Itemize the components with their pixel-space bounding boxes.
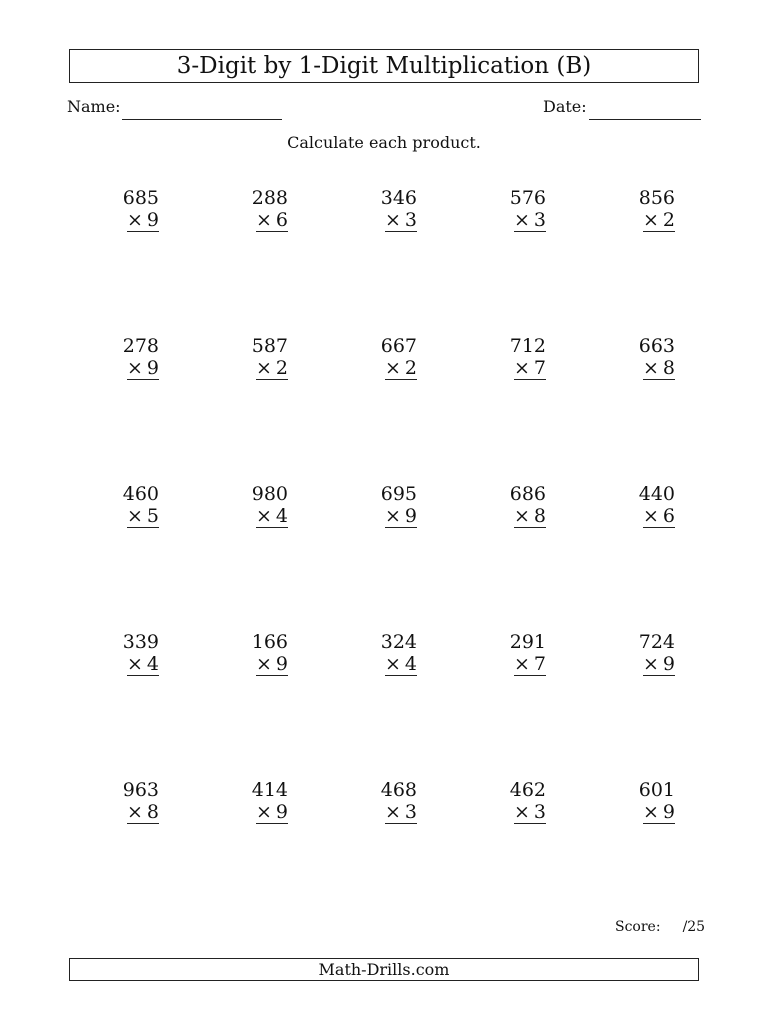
multiplier: 6 — [662, 505, 675, 527]
multiplier: 9 — [275, 801, 288, 823]
multiplier-row — [643, 653, 675, 675]
problem — [235, 631, 299, 679]
times-symbol: × — [255, 801, 272, 823]
multiplier: 9 — [662, 653, 675, 675]
multiplier: 4 — [275, 505, 288, 527]
multiplier: 8 — [533, 505, 546, 527]
times-symbol: × — [642, 801, 659, 823]
problem — [106, 483, 170, 531]
multiplicand: 414 — [251, 779, 288, 801]
problem — [106, 187, 170, 235]
answer-rule — [127, 527, 159, 528]
answer-rule — [514, 675, 546, 676]
multiplier-row — [385, 505, 417, 527]
multiplier: 9 — [404, 505, 417, 527]
multiplicand: 695 — [380, 483, 417, 505]
answer-rule — [256, 231, 288, 232]
footer-site: Math-Drills.com — [69, 958, 699, 981]
multiplier: 3 — [404, 209, 417, 231]
answer-rule — [643, 231, 675, 232]
multiplicand: 576 — [509, 187, 546, 209]
multiplicand: 963 — [122, 779, 159, 801]
multiplicand: 440 — [638, 483, 675, 505]
times-symbol: × — [642, 357, 659, 379]
problem — [622, 335, 686, 383]
multiplier-row — [127, 801, 159, 823]
answer-rule — [643, 379, 675, 380]
multiplier-row — [256, 505, 288, 527]
answer-rule — [643, 675, 675, 676]
multiplier-row — [514, 209, 546, 231]
multiplier-row — [514, 801, 546, 823]
multiplier: 9 — [146, 357, 159, 379]
multiplier-row — [127, 209, 159, 231]
multiplicand: 856 — [638, 187, 675, 209]
answer-rule — [385, 823, 417, 824]
problem — [106, 631, 170, 679]
date-label: Date: — [543, 97, 587, 116]
times-symbol: × — [255, 357, 272, 379]
times-symbol: × — [384, 209, 401, 231]
multiplicand: 980 — [251, 483, 288, 505]
times-symbol: × — [513, 357, 530, 379]
score — [615, 919, 705, 935]
times-symbol: × — [384, 653, 401, 675]
times-symbol: × — [513, 505, 530, 527]
answer-rule — [643, 823, 675, 824]
multiplier: 3 — [533, 801, 546, 823]
score-label: Score: — [615, 919, 661, 935]
problem — [235, 187, 299, 235]
multiplier-row — [127, 653, 159, 675]
multiplicand: 724 — [638, 631, 675, 653]
multiplicand: 468 — [380, 779, 417, 801]
answer-rule — [385, 675, 417, 676]
multiplicand: 601 — [638, 779, 675, 801]
answer-rule — [385, 379, 417, 380]
problem — [622, 483, 686, 531]
times-symbol: × — [384, 801, 401, 823]
multiplicand: 288 — [251, 187, 288, 209]
multiplier: 4 — [404, 653, 417, 675]
problem — [364, 631, 428, 679]
multiplier: 2 — [275, 357, 288, 379]
problem — [364, 335, 428, 383]
multiplier: 8 — [662, 357, 675, 379]
times-symbol: × — [255, 653, 272, 675]
answer-rule — [514, 823, 546, 824]
answer-rule — [643, 527, 675, 528]
multiplicand: 667 — [380, 335, 417, 357]
name-field-line — [122, 119, 282, 120]
multiplier-row — [643, 801, 675, 823]
times-symbol: × — [513, 653, 530, 675]
name-label: Name: — [67, 97, 121, 116]
answer-rule — [385, 527, 417, 528]
multiplier-row — [643, 357, 675, 379]
times-symbol: × — [126, 653, 143, 675]
multiplier: 3 — [404, 801, 417, 823]
multiplier: 2 — [662, 209, 675, 231]
multiplier-row — [643, 505, 675, 527]
problem — [493, 631, 557, 679]
answer-rule — [127, 379, 159, 380]
answer-rule — [256, 527, 288, 528]
answer-rule — [514, 527, 546, 528]
multiplicand: 663 — [638, 335, 675, 357]
multiplicand: 686 — [509, 483, 546, 505]
problem — [493, 187, 557, 235]
date-field-line — [589, 119, 701, 120]
multiplicand: 460 — [122, 483, 159, 505]
times-symbol: × — [513, 209, 530, 231]
multiplier-row — [127, 505, 159, 527]
multiplier: 2 — [404, 357, 417, 379]
multiplier-row — [514, 653, 546, 675]
multiplier-row — [385, 357, 417, 379]
problem — [622, 779, 686, 827]
times-symbol: × — [642, 653, 659, 675]
score-total: /25 — [682, 919, 706, 935]
multiplier-row — [256, 801, 288, 823]
multiplier-row — [514, 505, 546, 527]
answer-rule — [514, 379, 546, 380]
problem — [493, 483, 557, 531]
answer-rule — [385, 231, 417, 232]
multiplier: 8 — [146, 801, 159, 823]
times-symbol: × — [126, 357, 143, 379]
multiplicand: 712 — [509, 335, 546, 357]
multiplier-row — [385, 209, 417, 231]
multiplier: 4 — [146, 653, 159, 675]
multiplier: 7 — [533, 653, 546, 675]
problem — [235, 335, 299, 383]
problem — [235, 779, 299, 827]
multiplier: 6 — [275, 209, 288, 231]
multiplier-row — [127, 357, 159, 379]
worksheet-title: 3-Digit by 1-Digit Multiplication (B) — [69, 49, 699, 83]
times-symbol: × — [384, 505, 401, 527]
times-symbol: × — [126, 209, 143, 231]
answer-rule — [256, 675, 288, 676]
multiplicand: 685 — [122, 187, 159, 209]
problem — [106, 779, 170, 827]
problem — [622, 631, 686, 679]
answer-rule — [256, 379, 288, 380]
multiplier-row — [256, 209, 288, 231]
multiplicand: 278 — [122, 335, 159, 357]
answer-rule — [127, 675, 159, 676]
multiplier-row — [256, 357, 288, 379]
multiplier: 9 — [146, 209, 159, 231]
multiplicand: 291 — [509, 631, 546, 653]
multiplier-row — [514, 357, 546, 379]
times-symbol: × — [642, 209, 659, 231]
instructions: Calculate each product. — [287, 133, 481, 152]
multiplicand: 166 — [251, 631, 288, 653]
multiplier-row — [385, 801, 417, 823]
times-symbol: × — [255, 505, 272, 527]
multiplicand: 587 — [251, 335, 288, 357]
problem — [364, 483, 428, 531]
problem — [364, 779, 428, 827]
multiplicand: 462 — [509, 779, 546, 801]
multiplier: 9 — [275, 653, 288, 675]
problem — [493, 335, 557, 383]
answer-rule — [256, 823, 288, 824]
times-symbol: × — [513, 801, 530, 823]
multiplier: 9 — [662, 801, 675, 823]
multiplier: 5 — [146, 505, 159, 527]
problem — [235, 483, 299, 531]
answer-rule — [127, 823, 159, 824]
multiplicand: 339 — [122, 631, 159, 653]
multiplicand: 324 — [380, 631, 417, 653]
times-symbol: × — [384, 357, 401, 379]
multiplier: 7 — [533, 357, 546, 379]
multiplier-row — [385, 653, 417, 675]
answer-rule — [514, 231, 546, 232]
times-symbol: × — [126, 505, 143, 527]
times-symbol: × — [642, 505, 659, 527]
multiplicand: 346 — [380, 187, 417, 209]
problem — [106, 335, 170, 383]
multiplier-row — [256, 653, 288, 675]
times-symbol: × — [126, 801, 143, 823]
answer-rule — [127, 231, 159, 232]
problem — [622, 187, 686, 235]
problem — [493, 779, 557, 827]
problem — [364, 187, 428, 235]
times-symbol: × — [255, 209, 272, 231]
multiplier: 3 — [533, 209, 546, 231]
multiplier-row — [643, 209, 675, 231]
